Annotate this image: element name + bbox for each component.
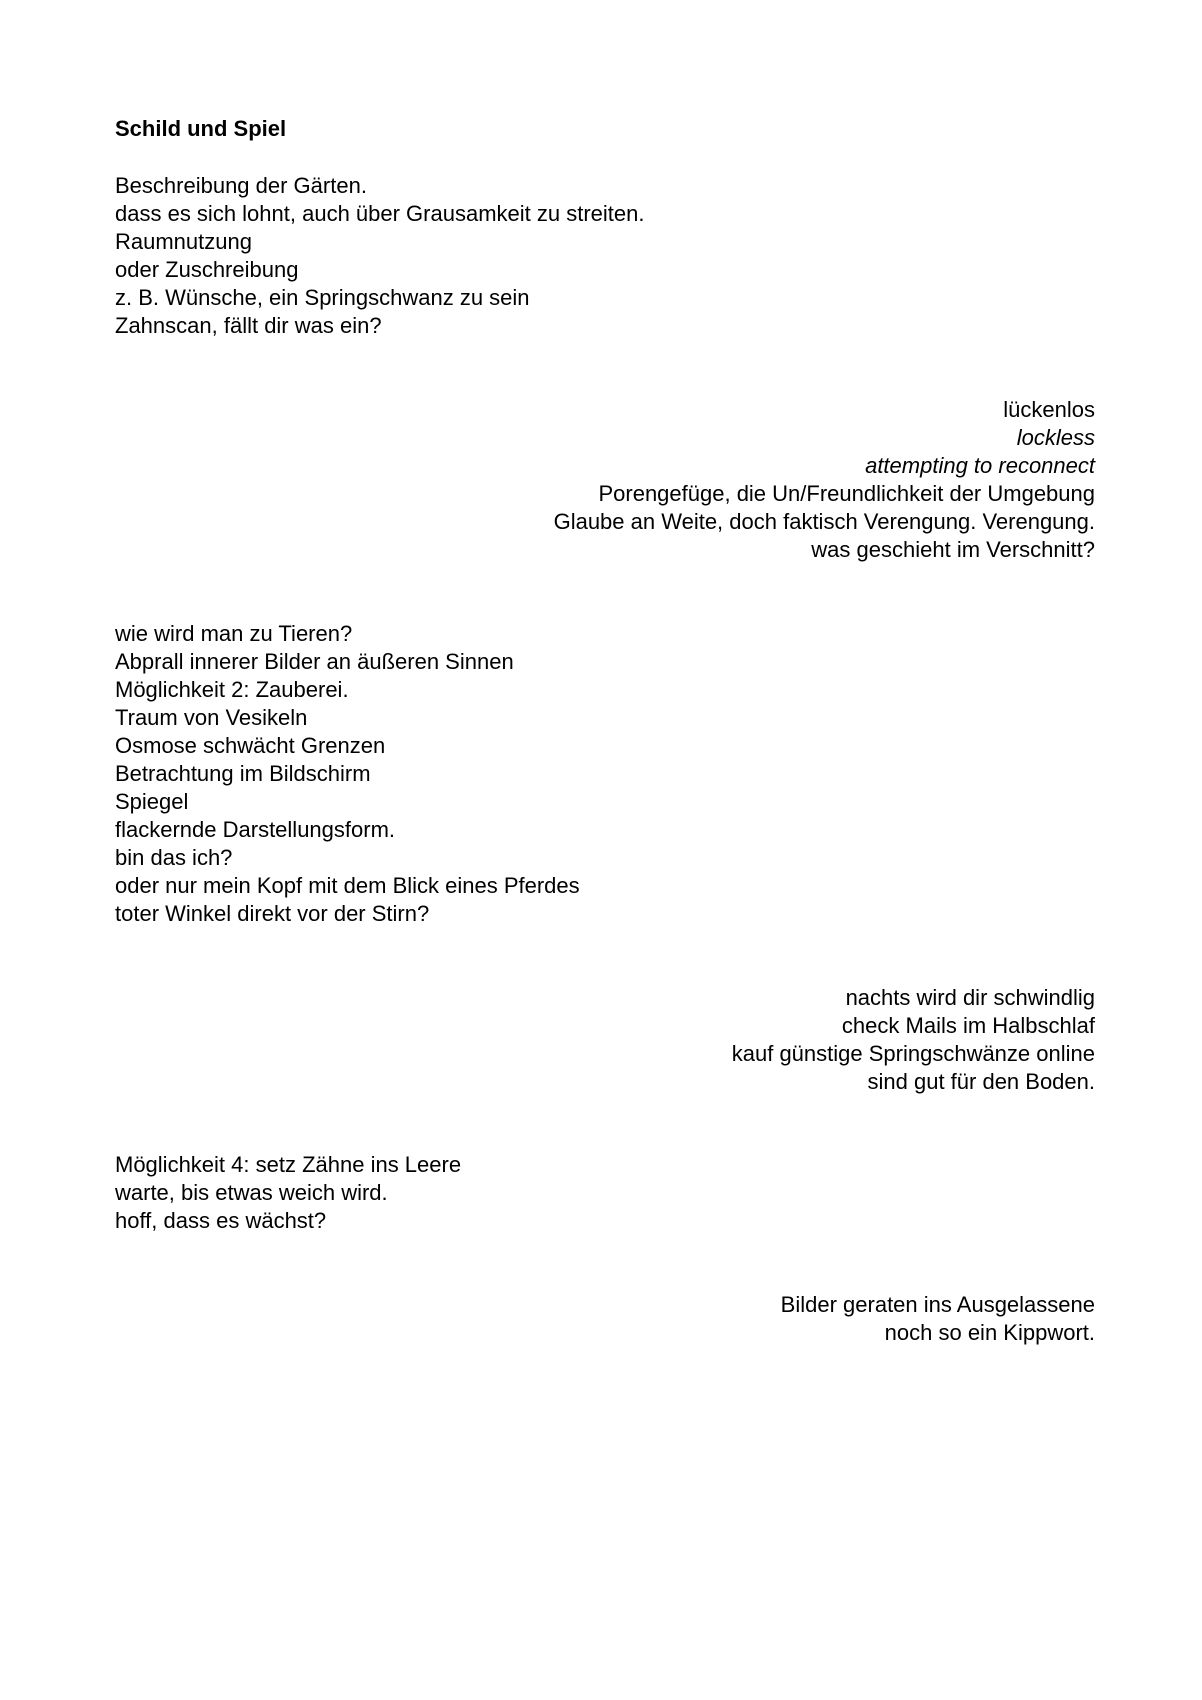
poem-title: Schild und Spiel (115, 116, 287, 141)
stanza-line: kauf günstige Springschwänze online (731, 1041, 1095, 1066)
stanza-line: hoff, dass es wächst? (115, 1208, 327, 1233)
stanza-line: Beschreibung der Gärten. (115, 173, 367, 198)
stanza-line: flackernde Darstellungsform. (115, 817, 396, 842)
stanza-line: oder Zuschreibung (115, 257, 299, 282)
stanza-line: dass es sich lohnt, auch über Grausamkeit zu streiten. (115, 201, 645, 226)
stanza-line: sind gut für den Boden. (867, 1069, 1095, 1094)
stanza-line: z. B. Wünsche, ein Springschwanz zu sein (115, 285, 530, 310)
stanza-line: attempting to reconnect (865, 453, 1095, 478)
stanza-line: Spiegel (115, 789, 189, 814)
stanza-line: Raumnutzung (115, 229, 252, 254)
stanza-line: warte, bis etwas weich wird. (115, 1180, 388, 1205)
stanza-line: check Mails im Halbschlaf (841, 1013, 1095, 1038)
stanza-line: lockless (1016, 425, 1095, 450)
stanza-line: toter Winkel direkt vor der Stirn? (115, 901, 430, 926)
stanza-line: oder nur mein Kopf mit dem Blick eines Pferdes (115, 873, 580, 898)
stanza-6 (781, 1291, 1095, 1347)
stanza-3 (115, 620, 580, 928)
stanza-line: Möglichkeit 4: setz Zähne ins Leere (115, 1152, 462, 1177)
stanza-line: wie wird man zu Tieren? (115, 621, 353, 646)
stanza-5 (115, 1151, 461, 1235)
stanza-line: Traum von Vesikeln (115, 705, 308, 730)
stanza-line: Bilder geraten ins Ausgelassene (780, 1292, 1095, 1317)
stanza-line: nachts wird dir schwindlig (845, 985, 1095, 1010)
stanza-line: was geschieht im Verschnitt? (811, 537, 1095, 562)
stanza-line: Osmose schwächt Grenzen (115, 733, 386, 758)
stanza-4 (732, 984, 1095, 1096)
stanza-line: noch so ein Kippwort. (884, 1320, 1095, 1345)
stanza-1 (115, 172, 644, 340)
stanza-line: Zahnscan, fällt dir was ein? (115, 313, 382, 338)
stanza-line: lückenlos (1003, 397, 1095, 422)
stanza-line: Betrachtung im Bildschirm (115, 761, 371, 786)
stanza-line: bin das ich? (115, 845, 233, 870)
stanza-2 (554, 396, 1095, 564)
stanza-line: Abprall innerer Bilder an äußeren Sinnen (115, 649, 514, 674)
stanza-line: Porengefüge, die Un/Freundlichkeit der Umgebung (598, 481, 1095, 506)
stanza-line: Glaube an Weite, doch faktisch Verengung. Verengung. (553, 509, 1095, 534)
stanza-line: Möglichkeit 2: Zauberei. (115, 677, 349, 702)
